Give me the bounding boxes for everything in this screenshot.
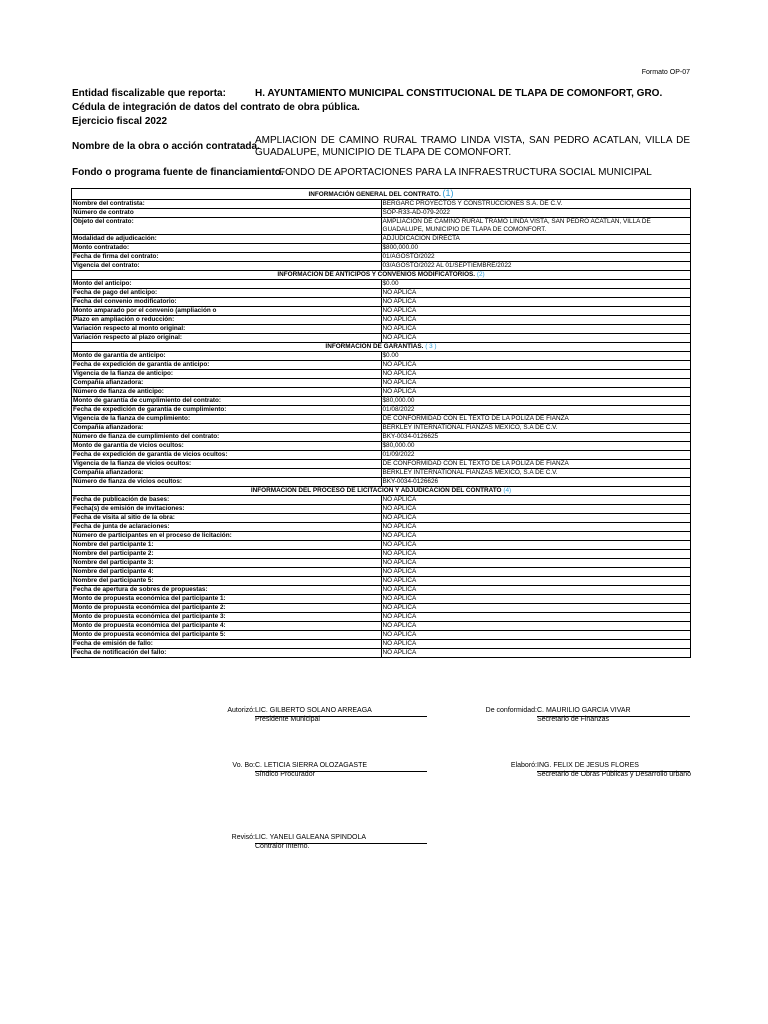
- field-label: Monto de propuesta económica del participante 5:: [72, 631, 382, 640]
- field-label: Fecha de notificación del fallo:: [72, 649, 382, 658]
- field-label: Monto de garantía de cumplimiento del contrato:: [72, 397, 382, 406]
- field-value: NO APLICA: [381, 298, 691, 307]
- field-label: Monto de propuesta económica del participante 1:: [72, 595, 382, 604]
- table-row: [72, 424, 691, 433]
- table-row: [72, 532, 691, 541]
- table-row: [72, 460, 691, 469]
- field-label: Fecha del convenio modificatorio:: [72, 298, 382, 307]
- field-value: NO APLICA: [381, 568, 691, 577]
- field-label: Fecha de expedición de garantía de vicios ocultos:: [72, 451, 382, 460]
- field-value: AMPLIACION DE CAMINO RURAL TRAMO LINDA VISTA, SAN PEDRO ACATLAN, VILLA DE GUADALUPE, MUNICIPIO DE TLAPA DE COMONFORT.: [381, 218, 691, 235]
- field-label: Nombre del participante 3:: [72, 559, 382, 568]
- field-value: NO APLICA: [381, 523, 691, 532]
- field-label: Fecha de publicación de bases:: [72, 496, 382, 505]
- field-value: NO APLICA: [381, 388, 691, 397]
- field-label: Número de contrato: [72, 209, 382, 218]
- table-row: [72, 451, 691, 460]
- field-label: Nombre del participante 4:: [72, 568, 382, 577]
- field-value: $80,000.00: [381, 397, 691, 406]
- field-value: DE CONFORMIDAD CON EL TEXTO DE LA POLIZA DE FIANZA: [381, 415, 691, 424]
- table-row: [72, 235, 691, 244]
- table-row: [72, 334, 691, 343]
- table-row: [72, 379, 691, 388]
- table-row: [72, 550, 691, 559]
- field-value: NO APLICA: [381, 631, 691, 640]
- table-row: [72, 514, 691, 523]
- table-row: [72, 415, 691, 424]
- field-value: NO APLICA: [381, 595, 691, 604]
- field-label: Nombre del contratista:: [72, 200, 382, 209]
- field-label: Variación respecto al monto original:: [72, 325, 382, 334]
- field-value: NO APLICA: [381, 316, 691, 325]
- signature-role: Elaboró:: [510, 762, 537, 769]
- fiscal-year: Ejercicio fiscal 2022: [72, 116, 168, 127]
- field-label: Fecha de firma del contrato:: [72, 253, 382, 262]
- signatory-title: Secretario de Finanzas: [537, 716, 609, 723]
- signatory-name: LIC. GILBERTO SOLANO ARREAGA: [255, 707, 372, 714]
- fund-value: FONDO DE APORTACIONES PARA LA INFRAESTRUCTURA SOCIAL MUNICIPAL: [279, 167, 652, 178]
- field-label: Monto de propuesta económica del participante 4:: [72, 622, 382, 631]
- table-row: [72, 298, 691, 307]
- table-row: [72, 613, 691, 622]
- section-number: ( 3 ): [425, 343, 437, 350]
- field-label: Monto de propuesta económica del participante 3:: [72, 613, 382, 622]
- table-row: [72, 280, 691, 289]
- table-row: [72, 406, 691, 415]
- field-value: NO APLICA: [381, 514, 691, 523]
- table-row: [72, 218, 691, 235]
- section-number: (1): [442, 188, 454, 198]
- field-value: NO APLICA: [381, 289, 691, 298]
- field-label: Fecha de pago del anticipo:: [72, 289, 382, 298]
- field-value: NO APLICA: [381, 550, 691, 559]
- field-label: Número de participantes en el proceso de licitación:: [72, 532, 382, 541]
- field-value: BKY-0034-0126626: [381, 478, 691, 487]
- field-label: Número de fianza de anticipo:: [72, 388, 382, 397]
- table-row: [72, 541, 691, 550]
- section-title-cell: [72, 271, 691, 280]
- field-label: Vigencia del contrato:: [72, 262, 382, 271]
- field-label: Modalidad de adjudicación:: [72, 235, 382, 244]
- table-row: [72, 523, 691, 532]
- table-row: [72, 577, 691, 586]
- table-row: [72, 397, 691, 406]
- field-value: NO APLICA: [381, 541, 691, 550]
- table-row: [72, 209, 691, 218]
- field-label: Compañía afianzadora:: [72, 469, 382, 478]
- field-label: Fecha de emisión de fallo:: [72, 640, 382, 649]
- field-value: NO APLICA: [381, 370, 691, 379]
- section-title-cell: [72, 189, 691, 200]
- section-title: INFORMACIÓN DEL PROCESO DE LICITACIÓN Y ADJUDICACIÓN DEL CONTRATO: [250, 487, 502, 494]
- table-row: [72, 478, 691, 487]
- field-value: ADJUDICACION DIRECTA: [381, 235, 691, 244]
- field-label: Fecha(s) de emisión de invitaciones:: [72, 505, 382, 514]
- field-value: NO APLICA: [381, 604, 691, 613]
- field-label: Nombre del participante 2:: [72, 550, 382, 559]
- field-label: Monto de propuesta económica del participante 2:: [72, 604, 382, 613]
- table-row: [72, 361, 691, 370]
- field-value: BERKLEY INTERNATIONAL FIANZAS MEXICO, S.A DE C.V.: [381, 424, 691, 433]
- document-title: Cédula de integración de datos del contrato de obra pública.: [72, 102, 360, 113]
- table-row: [72, 568, 691, 577]
- table-row: [72, 289, 691, 298]
- table-row: [72, 325, 691, 334]
- section-header-row: [72, 189, 691, 200]
- field-label: Nombre del participante 5:: [72, 577, 382, 586]
- signatory-name: C. MAURILIO GARCIA VIVAR: [537, 707, 631, 714]
- signatory-title: Síndico Procurador: [255, 771, 315, 778]
- field-label: Variación respecto al plazo original:: [72, 334, 382, 343]
- section-title-cell: [72, 487, 691, 496]
- signature-role: Revisó:: [231, 834, 255, 841]
- field-value: NO APLICA: [381, 325, 691, 334]
- table-row: [72, 559, 691, 568]
- table-row: [72, 200, 691, 209]
- field-value: NO APLICA: [381, 505, 691, 514]
- table-row: [72, 253, 691, 262]
- signature-role: Autorizó:: [227, 707, 255, 714]
- field-value: $0.00: [381, 352, 691, 361]
- work-name-value: AMPLIACION DE CAMINO RURAL TRAMO LINDA VISTA, SAN PEDRO ACATLAN, VILLA DE GUADALUPE, MUNICIPIO DE TLAPA DE COMONFORT.: [255, 135, 690, 158]
- signatory-name: ING. FELIX DE JESUS FLORES: [537, 762, 639, 769]
- field-value: 03/AGOSTO/2022 AL 01/SEPTIEMBRE/2022: [381, 262, 691, 271]
- field-value: NO APLICA: [381, 361, 691, 370]
- field-value: NO APLICA: [381, 613, 691, 622]
- signatory-title: Contralor Interno.: [255, 843, 310, 850]
- work-name-label: Nombre de la obra o acción contratada.: [72, 141, 260, 152]
- table-row: [72, 586, 691, 595]
- table-row: [72, 505, 691, 514]
- entity-label: Entidad fiscalizable que reporta:: [72, 88, 226, 99]
- contract-data-table: [71, 188, 691, 658]
- field-value: NO APLICA: [381, 622, 691, 631]
- field-label: Compañía afianzadora:: [72, 424, 382, 433]
- table-row: [72, 640, 691, 649]
- field-value: $80,000.00: [381, 442, 691, 451]
- field-value: NO APLICA: [381, 532, 691, 541]
- field-label: Plazo en ampliación o reducción:: [72, 316, 382, 325]
- section-number: (2): [476, 271, 485, 278]
- field-value: SOP-R33-AD-079-2022: [381, 209, 691, 218]
- field-label: Compañía afianzadora:: [72, 379, 382, 388]
- table-row: [72, 496, 691, 505]
- field-label: Vigencia de la fianza de vicios ocultos:: [72, 460, 382, 469]
- field-label: Fecha de expedición de garantía de anticipo:: [72, 361, 382, 370]
- signatory-title: Secretario de Obras Públicas y Desarrollo urbano: [537, 771, 692, 778]
- field-value: NO APLICA: [381, 496, 691, 505]
- field-value: NO APLICA: [381, 577, 691, 586]
- field-label: Número de fianza de vicios ocultos:: [72, 478, 382, 487]
- field-label: Vigencia de la fianza de anticipo:: [72, 370, 382, 379]
- field-value: BERGARC PROYECTOS Y CONSTRUCCIONES S.A. DE C.V.: [381, 200, 691, 209]
- section-number: (4): [503, 487, 512, 494]
- table-row: [72, 604, 691, 613]
- field-value: NO APLICA: [381, 649, 691, 658]
- table-row: [72, 316, 691, 325]
- table-row: [72, 352, 691, 361]
- table-row: [72, 307, 691, 316]
- table-row: [72, 442, 691, 451]
- entity-value: H. AYUNTAMIENTO MUNICIPAL CONSTITUCIONAL DE TLAPA DE COMONFORT, GRO.: [255, 88, 663, 99]
- field-label: Fecha de visita al sitio de la obra:: [72, 514, 382, 523]
- field-label: Monto de garantía de vicios ocultos:: [72, 442, 382, 451]
- field-value: NO APLICA: [381, 640, 691, 649]
- section-header-row: [72, 343, 691, 352]
- table-row: [72, 622, 691, 631]
- section-title-cell: [72, 343, 691, 352]
- field-value: NO APLICA: [381, 307, 691, 316]
- section-header-row: [72, 271, 691, 280]
- section-header-row: [72, 487, 691, 496]
- signature-role: De conformidad:: [485, 707, 537, 714]
- signatory-name: LIC. YANELI GALEANA SPINDOLA: [255, 834, 367, 841]
- table-row: [72, 595, 691, 604]
- field-label: Vigencia de la fianza de cumplimiento:: [72, 415, 382, 424]
- section-title: INFORMACIÓN DE ANTICIPOS Y CONVENIOS MODIFICATORIOS.: [277, 271, 476, 278]
- field-value: BERKLEY INTERNATIONAL FIANZAS MEXICO, S.A DE C.V.: [381, 469, 691, 478]
- signatory-title: Presidente Municipal: [255, 716, 320, 723]
- table-row: [72, 469, 691, 478]
- section-title: INFORMACIÓN DE GARANTÍAS.: [325, 343, 424, 350]
- field-value: NO APLICA: [381, 586, 691, 595]
- signatory-name: C. LETICIA SIERRA OLOZAGASTE: [255, 762, 368, 769]
- field-label: Nombre del participante 1:: [72, 541, 382, 550]
- field-label: Fecha de junta de aclaraciones:: [72, 523, 382, 532]
- signature-role: Vo. Bo:: [232, 762, 255, 769]
- table-row: [72, 649, 691, 658]
- table-row: [72, 262, 691, 271]
- field-value: DE CONFORMIDAD CON EL TEXTO DE LA POLIZA DE FIANZA: [381, 460, 691, 469]
- field-value: 01/AGOSTO/2022: [381, 253, 691, 262]
- field-value: 01/08/2022: [381, 406, 691, 415]
- field-value: $800,000.00: [381, 244, 691, 253]
- field-label: Monto del anticipo:: [72, 280, 382, 289]
- field-value: NO APLICA: [381, 379, 691, 388]
- field-value: NO APLICA: [381, 334, 691, 343]
- table-row: [72, 388, 691, 397]
- field-value: BKY-0034-0126625: [381, 433, 691, 442]
- field-value: 01/09/2022: [381, 451, 691, 460]
- section-title: INFORMACIÓN GENERAL DEL CONTRATO.: [308, 191, 441, 198]
- field-label: Monto de garantía de anticipo:: [72, 352, 382, 361]
- form-code: Formato OP-07: [641, 69, 690, 76]
- field-label: Objeto del contrato:: [72, 218, 382, 235]
- field-label: Monto amparado por el convenio (ampliación o: [72, 307, 382, 316]
- field-value: $0.00: [381, 280, 691, 289]
- fund-label: Fondo o programa fuente de financiamiento.: [72, 167, 284, 178]
- table-row: [72, 370, 691, 379]
- field-label: Monto contratado:: [72, 244, 382, 253]
- field-label: Fecha de expedición de garantía de cumplimiento:: [72, 406, 382, 415]
- table-row: [72, 631, 691, 640]
- field-value: NO APLICA: [381, 559, 691, 568]
- field-label: Fecha de apertura de sobres de propuestas:: [72, 586, 382, 595]
- table-row: [72, 244, 691, 253]
- table-row: [72, 433, 691, 442]
- field-label: Número de fianza de cumplimiento del contrato:: [72, 433, 382, 442]
